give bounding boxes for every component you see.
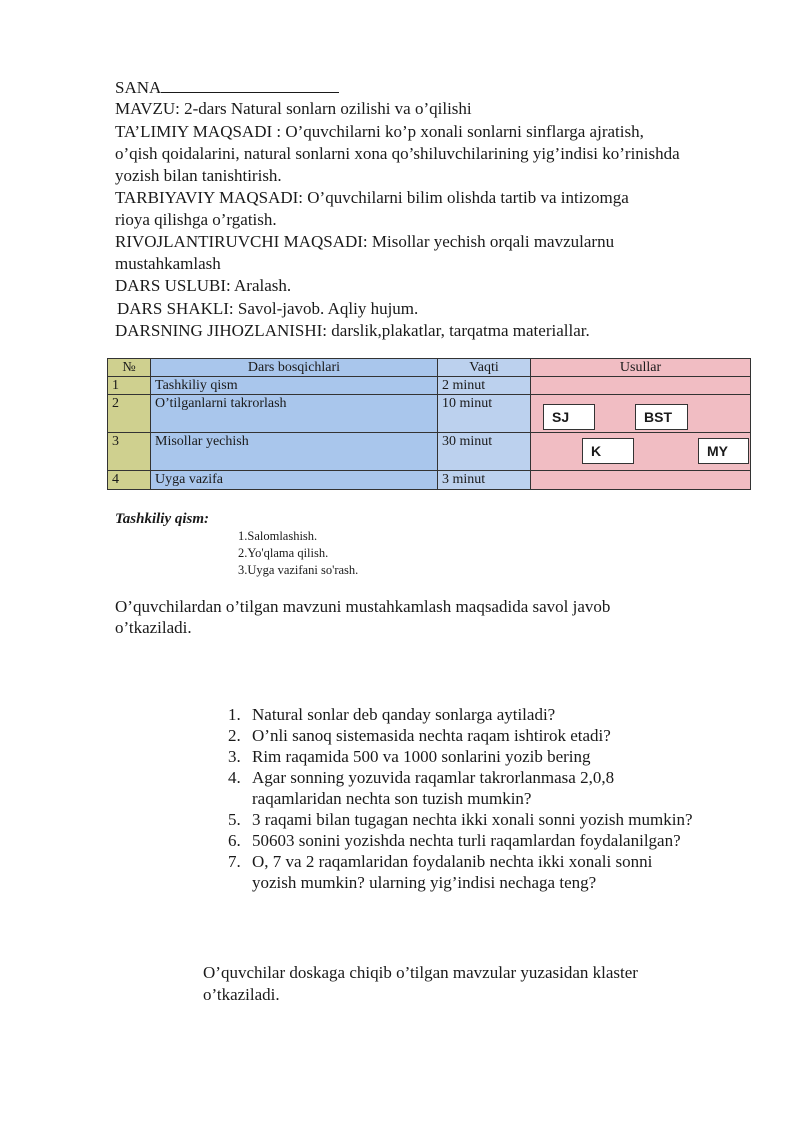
row-time: 10 minut [438, 395, 531, 433]
developmental-goal-line-1: RIVOJLANTIRUVCHI MAQSADI: Misollar yechish orqali mavzularnu [115, 232, 615, 251]
educational-goal-line-1: TA’LIMIY MAQSADI : O’quvchilarni ko’p xonali sonlarni sinflarga ajratish, [115, 122, 644, 141]
date-field: SANA [115, 78, 339, 98]
date-blank-line [161, 78, 339, 93]
table-row [108, 433, 751, 471]
educational-goal-line-2: o’qish qoidalarini, natural sonlarni xona qo’shiluvchilarining yig’indisi ko’rinishda [115, 144, 680, 163]
row-time: 3 minut [438, 471, 531, 490]
educational-goal-line-3: yozish bilan tanishtirish. [115, 166, 282, 185]
row-stage: Tashkiliy qism [151, 377, 438, 395]
questions-list [228, 704, 693, 893]
row-stage: O’tilganlarni takrorlash [151, 395, 438, 433]
org-item-attendance: 2.Yo'qlama qilish. [238, 546, 329, 560]
question-number: 3. [228, 747, 241, 766]
upbringing-goal-line-2: rioya qilishga o’rgatish. [115, 210, 277, 229]
method-box-bst: BST [635, 404, 688, 430]
header-methods: Usullar [531, 359, 751, 377]
row-number: 3 [108, 433, 151, 471]
question-number: 6. [228, 831, 241, 850]
row-stage: Uyga vazifa [151, 471, 438, 490]
row-time: 2 minut [438, 377, 531, 395]
closing-line-2: o’tkaziladi. [203, 985, 280, 1004]
question-number: 4. [228, 768, 241, 787]
row-number: 2 [108, 395, 151, 433]
organizational-part-title: Tashkiliy qism: [115, 511, 210, 527]
table-row [108, 377, 751, 395]
question-text: O, 7 va 2 raqamlaridan foydalanib nechta ikki xonali sonni [252, 852, 653, 871]
question-text: Natural sonlar deb qanday sonlarga aytiladi? [252, 705, 556, 724]
row-number: 4 [108, 471, 151, 490]
table-header-row [108, 359, 751, 377]
list-item [228, 725, 693, 746]
list-item [228, 830, 693, 851]
lesson-form-line: DARS SHAKLI: Savol-javob. Aqliy hujum. [117, 299, 419, 318]
list-item [228, 746, 693, 767]
intro-line-2: o’tkaziladi. [115, 618, 192, 637]
row-time: 30 minut [438, 433, 531, 471]
question-text-continued: yozish mumkin? ularning yig’indisi nechaga teng? [252, 873, 597, 892]
method-box-k: K [582, 438, 634, 464]
header-time: Vaqti [438, 359, 531, 377]
developmental-goal-line-2: mustahkamlash [115, 254, 221, 273]
question-text: Rim raqamida 500 va 1000 sonlarini yozib bering [252, 747, 591, 766]
question-text: O’nli sanoq sistemasida nechta raqam ishtirok etadi? [252, 726, 611, 745]
row-methods-cell [531, 377, 751, 395]
table-row [108, 471, 751, 490]
closing-line-1: O’quvchilar doskaga chiqib o’tilgan mavzular yuzasidan klaster [203, 963, 638, 982]
list-item [228, 767, 693, 809]
question-number: 1. [228, 705, 241, 724]
intro-line-1: O’quvchilardan o’tilgan mavzuni mustahkamlash maqsadida savol javob [115, 597, 611, 616]
header-stages: Dars bosqichlari [151, 359, 438, 377]
list-item [228, 704, 693, 725]
list-item [228, 809, 693, 830]
row-number: 1 [108, 377, 151, 395]
question-number: 5. [228, 810, 241, 829]
method-box-sj: SJ [543, 404, 595, 430]
list-item [228, 851, 693, 893]
lesson-equipment-line: DARSNING JIHOZLANISHI: darslik,plakatlar, tarqatma materiallar. [115, 321, 590, 340]
header-number: № [108, 359, 151, 377]
question-text-continued: raqamlaridan nechta son tuzish mumkin? [252, 789, 532, 808]
question-text: 3 raqami bilan tugagan nechta ikki xonali sonni yozish mumkin? [252, 810, 693, 829]
question-number: 7. [228, 852, 241, 871]
question-number: 2. [228, 726, 241, 745]
question-text: 50603 sonini yozishda nechta turli raqamlardan foydalanilgan? [252, 831, 681, 850]
upbringing-goal-line-1: TARBIYAVIY MAQSADI: O’quvchilarni bilim olishda tartib va intizomga [115, 188, 629, 207]
lesson-method-line: DARS USLUBI: Aralash. [115, 276, 292, 295]
method-box-my: MY [698, 438, 749, 464]
row-stage: Misollar yechish [151, 433, 438, 471]
row-methods-cell [531, 471, 751, 490]
topic-line: MAVZU: 2-dars Natural sonlarn ozilishi va o’qilishi [115, 99, 472, 118]
question-text: Agar sonning yozuvida raqamlar takrorlanmasa 2,0,8 [252, 768, 615, 787]
org-item-homework-check: 3.Uyga vazifani so'rash. [238, 563, 359, 577]
org-item-greeting: 1.Salomlashish. [238, 529, 318, 543]
